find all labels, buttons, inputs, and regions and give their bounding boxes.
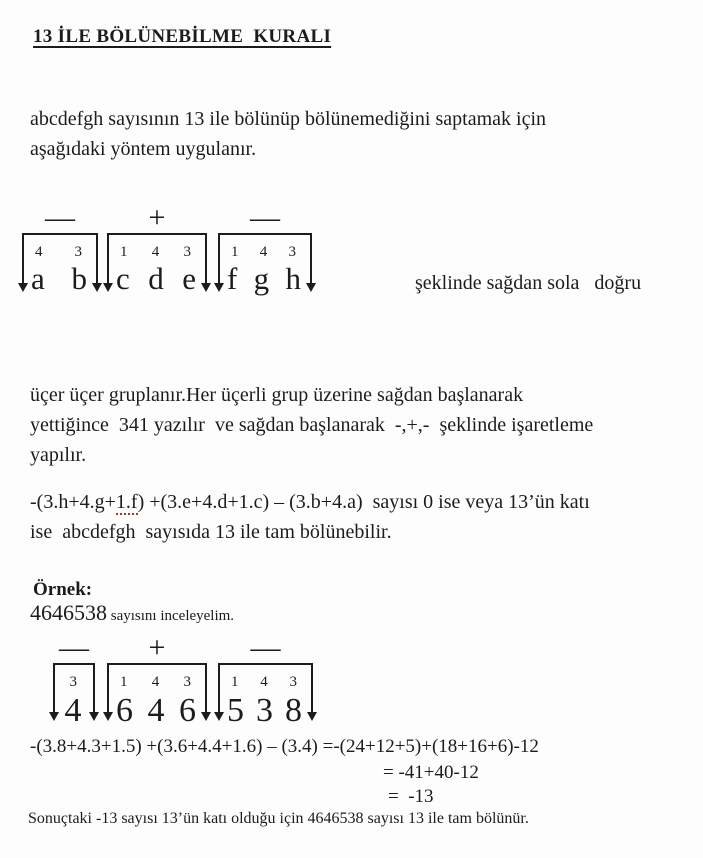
multiplier-numbers	[66, 674, 79, 690]
down-arrow-icon	[49, 712, 59, 721]
calculation-line-2: = -41+40-12	[383, 762, 479, 783]
formula-pre: -(3.h+4.g+	[30, 491, 116, 513]
number-group-646	[107, 631, 207, 740]
calculation-line-1: -(3.8+4.3+1.5) +(3.6+4.4+1.6) – (3.4) =-(24+12+5)+(18+16+6)-12	[30, 736, 539, 757]
down-arrow-icon	[103, 712, 113, 721]
multiplier: 4	[35, 244, 43, 260]
intro-line-1: abcdefgh sayısının 13 ile bölünüp bölünemediğini saptamak için	[30, 108, 547, 130]
plus-sign-icon: +	[148, 201, 166, 234]
multiplier-numbers	[120, 674, 191, 690]
intro-paragraph	[30, 104, 670, 164]
group-letters	[116, 261, 196, 297]
multiplier: 3	[69, 674, 77, 690]
multiplier: 4	[259, 244, 268, 260]
multiplier: 1	[120, 244, 128, 260]
digit: 8	[285, 692, 302, 729]
method-line-1: üçer üçer gruplanır.Her üçerli grup üzerine sağdan başlanarak	[30, 384, 524, 406]
diagram-caption: şeklinde sağdan sola doğru	[415, 272, 642, 294]
letter-group-cde	[107, 203, 207, 313]
multiplier: 4	[151, 674, 160, 690]
letter-group-fgh	[218, 203, 312, 313]
multiplier: 4	[151, 244, 160, 260]
multiplier: 1	[231, 244, 239, 260]
intro-line-2: aşağıdaki yöntem uygulanır.	[30, 138, 257, 160]
down-arrow-icon	[89, 712, 99, 721]
method-paragraph	[30, 380, 700, 470]
grouping-diagram-letters	[20, 203, 360, 313]
digit: 4	[147, 692, 165, 729]
down-arrow-icon	[92, 283, 102, 292]
formula-line-2: ise abcdefgh sayısıda 13 ile tam bölünebilir.	[30, 521, 392, 543]
down-arrow-icon	[306, 283, 316, 292]
down-arrow-icon	[214, 712, 224, 721]
digit-letter: f	[227, 261, 238, 296]
minus-sign-icon: —	[250, 631, 281, 664]
example-rest: sayısını inceleyelim.	[107, 608, 235, 624]
example-line	[30, 600, 234, 626]
minus-sign-icon: —	[45, 201, 75, 234]
multiplier: 3	[289, 674, 297, 690]
digit: 5	[227, 692, 244, 729]
digit-letter: a	[31, 261, 45, 296]
group-digits	[116, 692, 196, 730]
group-letters	[227, 261, 301, 297]
multiplier: 3	[74, 244, 82, 260]
digit-letter: g	[253, 261, 270, 296]
multiplier: 1	[120, 674, 128, 690]
down-arrow-icon	[307, 712, 317, 721]
minus-sign-icon: —	[59, 631, 89, 664]
digit: 3	[256, 692, 273, 729]
multiplier-numbers	[231, 244, 296, 260]
digit: 4	[64, 692, 82, 729]
down-arrow-icon	[201, 283, 211, 292]
multiplier: 3	[288, 244, 296, 260]
method-line-2: yettiğince 341 yazılır ve sağdan başlanarak -,+,- şeklinde işaretleme	[30, 414, 594, 436]
group-letters	[31, 261, 87, 297]
example-number: 4646538	[30, 600, 107, 625]
digit-letter: d	[148, 261, 164, 296]
plus-sign-icon: +	[148, 631, 166, 664]
digit-letter: e	[182, 261, 196, 296]
digit-letter: b	[71, 261, 87, 296]
down-arrow-icon	[201, 712, 211, 721]
down-arrow-icon	[18, 283, 28, 292]
number-group-4	[53, 631, 95, 740]
formula-post: ) +(3.e+4.d+1.c) – (3.b+4.a) sayısı 0 ise veya 13’ün katı	[137, 491, 590, 513]
digit-letter: c	[116, 261, 130, 296]
example-heading: Örnek:	[33, 579, 93, 600]
calculation-line-3: = -13	[388, 786, 434, 807]
method-line-3: yapılır.	[30, 444, 87, 466]
conclusion-text: Sonuçtaki -13 sayısı 13’ün katı olduğu için 4646538 sayısı 13 ile tam bölünür.	[28, 810, 529, 827]
grouping-diagram-number	[53, 631, 383, 740]
down-arrow-icon	[103, 283, 113, 292]
number-group-538	[218, 631, 313, 740]
letter-group-ab	[22, 203, 98, 313]
formula-paragraph	[30, 487, 700, 547]
formula-marked-term: 1.f	[115, 491, 138, 513]
multiplier: 3	[183, 244, 191, 260]
page-title: 13 İLE BÖLÜNEBİLME KURALI	[33, 26, 332, 47]
digit-letter: h	[285, 261, 301, 296]
multiplier: 3	[183, 674, 191, 690]
multiplier: 4	[260, 674, 268, 690]
digit: 6	[116, 692, 133, 729]
digit: 6	[179, 692, 196, 729]
minus-sign-icon: —	[250, 201, 280, 234]
multiplier: 1	[231, 674, 239, 690]
down-arrow-icon	[214, 283, 224, 292]
group-digits	[62, 692, 84, 730]
multiplier-numbers	[120, 244, 191, 260]
multiplier-numbers	[231, 674, 297, 690]
group-digits	[227, 692, 302, 730]
formula-line-1	[30, 487, 700, 517]
multiplier-numbers	[35, 244, 82, 260]
